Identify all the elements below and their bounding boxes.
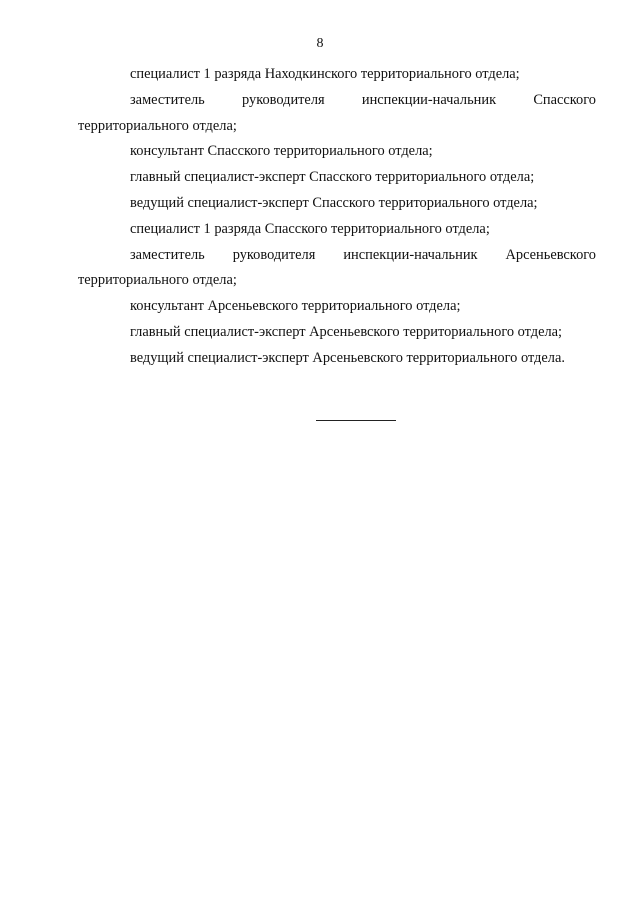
end-separator-line: [316, 420, 396, 421]
list-item: главный специалист-эксперт Спасского территориального отдела;: [130, 169, 535, 186]
list-item: главный специалист-эксперт Арсеньевского территориального отдела;: [130, 323, 563, 340]
list-item: ведущий специалист-эксперт Спасского территориального отдела;: [130, 194, 538, 211]
document-body: [78, 62, 596, 372]
list-item: специалист 1 разряда Спасского территориального отдела;: [130, 220, 490, 237]
page-number: 8: [316, 36, 324, 51]
list-item: ведущий специалист-эксперт Арсеньевского территориального отдела.: [130, 349, 565, 366]
list-item: заместитель руководителя инспекции-начальник Спасского территориального отдела;: [78, 91, 596, 134]
list-item: консультант Арсеньевского территориального отдела;: [130, 298, 461, 315]
list-item: специалист 1 разряда Находкинского территориального отдела;: [130, 66, 520, 82]
list-item: консультант Спасского территориального отдела;: [130, 143, 433, 160]
list-item: заместитель руководителя инспекции-начальник Арсеньевского территориального отдела;: [78, 246, 596, 289]
